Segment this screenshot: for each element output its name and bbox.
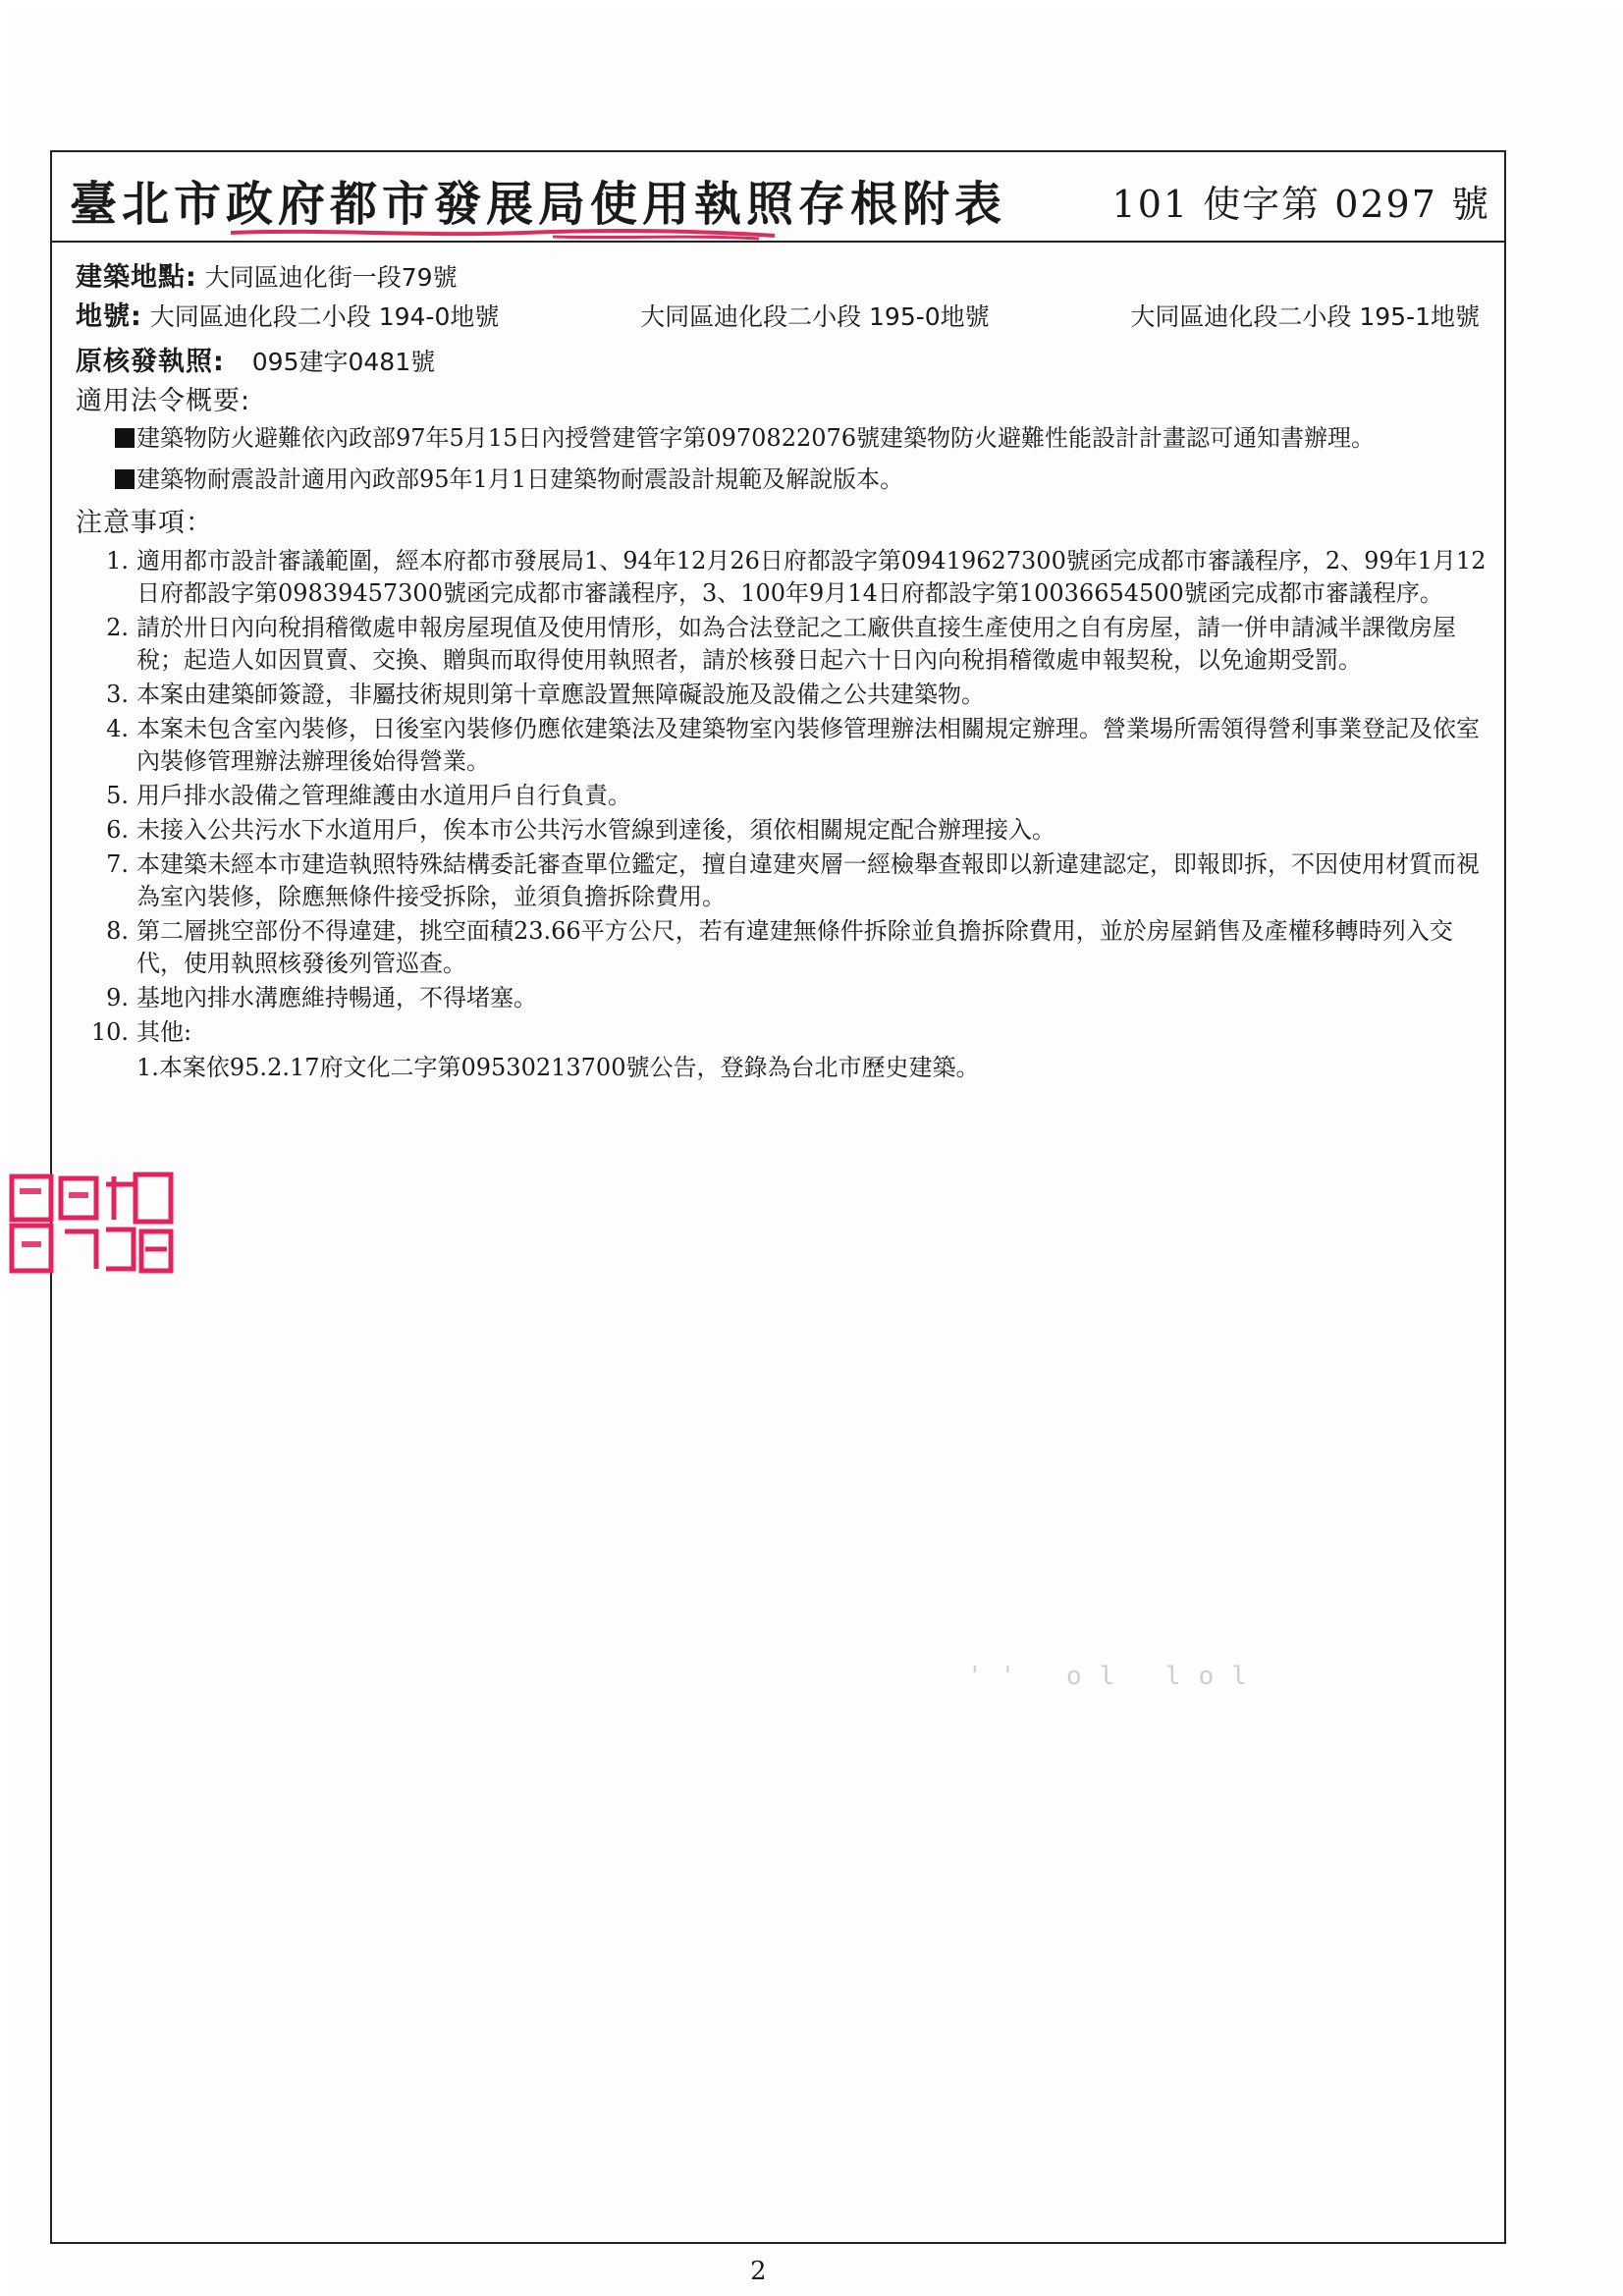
bullet-square-icon	[115, 428, 135, 448]
note-other-item: 1.本案依95.2.17府文化二字第09530213700號公告，登錄為台北市歷史建築。	[136, 1054, 980, 1081]
laws-heading: 適用法令概要:	[76, 386, 251, 416]
faint-marks: '' ol lol	[967, 1662, 1265, 1691]
lot-3: 大同區迪化段二小段 195-1地號	[1130, 302, 1480, 331]
original-permit-label: 原核發執照:	[76, 347, 225, 377]
original-permit-value: 095建字0481號	[251, 348, 436, 376]
red-seal-stamp	[8, 1171, 177, 1277]
note-item: 6. 未接入公共污水下水道用戶，俟本市公共污水管線到達後，須依相關規定配合辦理接入。	[106, 816, 1055, 844]
note-item: 5. 用戶排水設備之管理維護由水道用戶自行負責。	[106, 782, 631, 809]
note-item: 9. 基地內排水溝應維持暢通，不得堵塞。	[106, 984, 537, 1011]
document-title: 臺北市政府都市發展局使用執照存根附表	[70, 177, 1007, 232]
lot-2: 大同區迪化段二小段 195-0地號	[640, 302, 990, 331]
address-row	[76, 258, 1494, 298]
original-permit-row	[76, 343, 1494, 382]
document-body	[76, 258, 1494, 1084]
note-item: 2. 請於卅日內向稅捐稽徵處申報房屋現值及使用情形，如為合法登記之工廠供直接生產使用之自有房屋，請一併申請減半課徵房屋稅；起造人如因買賣、交換、贈與而取得使用執照者，請於核發日起六十日內向稅捐稽徵處申報契稅，以免逾期受罰。	[106, 614, 1456, 674]
note-item: 1. 適用都市設計審議範圍，經本府都市發展局1、94年12月26日府都設字第09419627300號函完成都市審議程序，2、99年1月12日府都設字第09839457300號函完成都市審議程序，3、100年9月14日府都設字第10036654500號函完成都市審議程序。	[106, 547, 1487, 607]
permit-number: 101 使字第 0297 號	[1111, 183, 1490, 226]
note-item: 10. 其他:	[90, 1018, 192, 1046]
note-item: 4. 本案未包含室內裝修，日後室內裝修仍應依建築法及建築物室內裝修管理辦法相關規定辦理。營業場所需領得營利事業登記及依室內裝修管理辦法辦理後始得營業。	[106, 715, 1480, 775]
note-item: 7. 本建築未經本市建造執照特殊結構委託審查單位鑑定，擅自違建夾層一經檢舉查報即以新違建認定，即報即拆，不因使用材質而視為室內裝修，除應無條件接受拆除，並須負擔拆除費用。	[106, 850, 1480, 910]
bullet-square-icon	[115, 469, 135, 489]
address-label: 建築地點:	[76, 262, 197, 293]
lot-row	[76, 298, 1480, 337]
notes-list	[76, 545, 1494, 1084]
law-item: 建築物防火避難依內政部97年5月15日內授營建管字第0970822076號建築物防火避難性能設計計畫認可通知書辦理。	[76, 421, 1480, 455]
address-value: 大同區迪化街一段79號	[204, 263, 458, 292]
lot-1: 大同區迪化段二小段 194-0地號	[149, 302, 500, 331]
red-underline-mark	[229, 227, 779, 241]
title-row	[52, 152, 1504, 243]
lot-label: 地號:	[76, 301, 142, 332]
document-frame	[50, 150, 1506, 2244]
law-item: 建築物耐震設計適用內政部95年1月1日建築物耐震設計規範及解說版本。	[76, 463, 1480, 496]
notes-heading: 注意事項：	[76, 508, 213, 538]
page-number: 2	[750, 2257, 767, 2286]
note-item: 3. 本案由建築師簽證，非屬技術規則第十章應設置無障礙設施及設備之公共建築物。	[106, 681, 985, 708]
note-item: 8. 第二層挑空部份不得違建，挑空面積23.66平方公尺，若有違建無條件拆除並負擔拆除費用，並於房屋銷售及產權移轉時列入交代，使用執照核發後列管巡查。	[106, 917, 1453, 977]
